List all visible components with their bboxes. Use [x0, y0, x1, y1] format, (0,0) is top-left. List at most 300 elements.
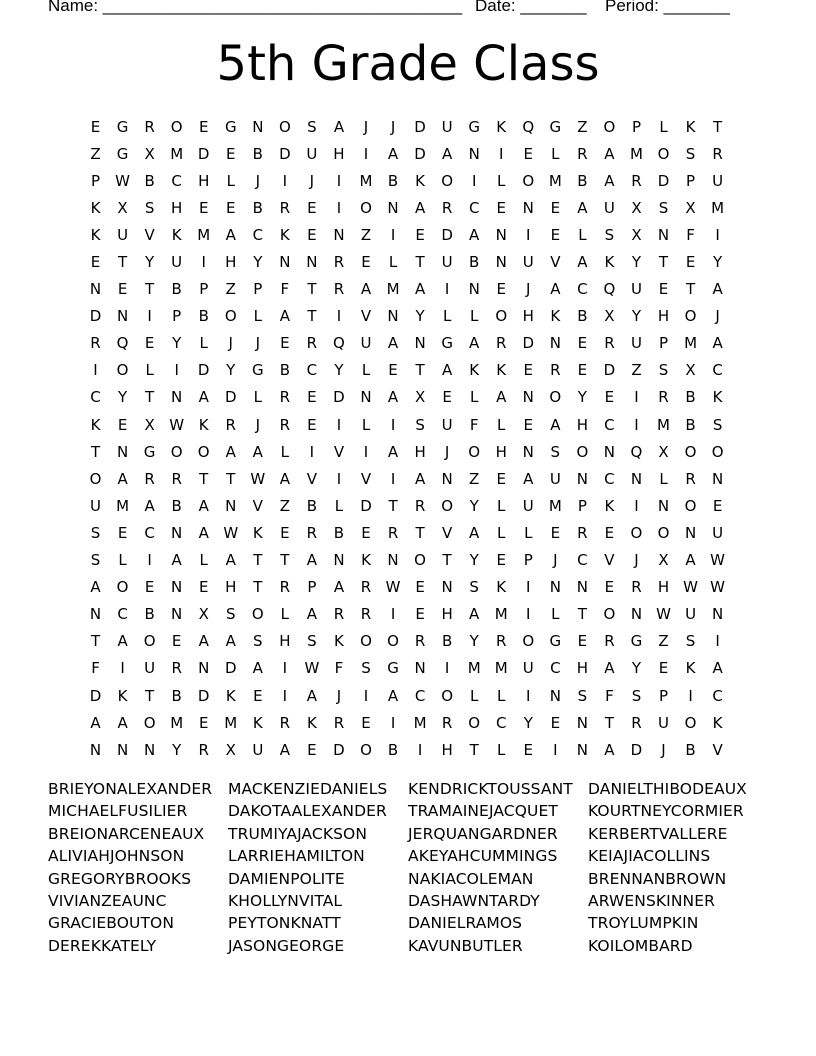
- grid-letter: O: [170, 117, 183, 136]
- grid-letter: R: [333, 280, 345, 299]
- grid-letter: M: [657, 415, 670, 434]
- grid-letter: B: [171, 496, 182, 515]
- grid-letter: R: [279, 713, 291, 732]
- grid-letter: J: [309, 171, 315, 190]
- grid-letter: K: [469, 361, 480, 380]
- grid-letter: U: [522, 496, 534, 515]
- word-list-item: KHOLLYNVITAL: [228, 891, 343, 910]
- grid-row: [82, 384, 731, 411]
- grid-letter: E: [117, 415, 128, 434]
- grid-letter: I: [526, 225, 531, 244]
- grid-letter: I: [390, 415, 396, 434]
- grid-letter: S: [712, 415, 723, 434]
- grid-letter: S: [90, 523, 101, 542]
- grid-letter: B: [252, 198, 263, 217]
- grid-letter: V: [604, 551, 615, 570]
- grid-letter: V: [550, 253, 561, 272]
- period-field-label: Period: _______: [605, 0, 730, 15]
- grid-letter: N: [441, 469, 453, 488]
- grid-letter: A: [387, 334, 399, 353]
- grid-letter: E: [307, 198, 317, 217]
- grid-letter: A: [198, 496, 209, 515]
- grid-letter: E: [307, 225, 317, 244]
- grid-letter: Y: [713, 253, 723, 272]
- grid-letter: C: [577, 551, 588, 570]
- grid-letter: N: [630, 605, 643, 624]
- grid-letter: A: [198, 523, 209, 542]
- grid-letter: A: [90, 713, 101, 732]
- grid-letter: D: [224, 659, 237, 678]
- grid-letter: B: [306, 496, 318, 515]
- grid-letter: M: [386, 280, 400, 299]
- word-search-grid: [82, 113, 731, 763]
- grid-letter: A: [496, 388, 507, 407]
- grid-letter: R: [144, 469, 155, 488]
- grid-letter: Y: [415, 307, 425, 326]
- grid-row: [82, 709, 731, 736]
- grid-letter: L: [659, 469, 668, 488]
- grid-row: [82, 438, 731, 465]
- grid-letter: C: [550, 659, 561, 678]
- grid-letter: E: [550, 523, 561, 542]
- grid-row: [82, 465, 731, 492]
- grid-letter: M: [684, 334, 698, 353]
- grid-letter: K: [171, 225, 182, 244]
- grid-letter: R: [631, 713, 642, 732]
- grid-row: [82, 330, 731, 357]
- grid-letter: D: [279, 144, 291, 163]
- grid-letter: L: [497, 686, 506, 705]
- grid-letter: K: [496, 117, 507, 136]
- grid-letter: H: [441, 605, 453, 624]
- word-list-item: GRACIEBOUTON: [48, 914, 175, 933]
- grid-letter: M: [467, 659, 481, 678]
- grid-letter: O: [576, 442, 589, 461]
- grid-letter: M: [548, 171, 562, 190]
- grid-row: [82, 519, 731, 546]
- grid-letter: N: [684, 523, 697, 542]
- grid-letter: W: [115, 171, 130, 190]
- grid-letter: C: [90, 388, 101, 407]
- grid-letter: U: [630, 280, 642, 299]
- grid-letter: Q: [522, 117, 535, 136]
- grid-row: [82, 248, 731, 275]
- grid-letter: Q: [603, 280, 616, 299]
- grid-letter: U: [441, 253, 453, 272]
- grid-letter: A: [333, 117, 345, 136]
- page-title: 5th Grade Class: [216, 36, 600, 92]
- grid-letter: R: [604, 334, 615, 353]
- grid-letter: J: [255, 171, 261, 190]
- grid-letter: A: [414, 198, 426, 217]
- grid-letter: P: [307, 578, 317, 597]
- grid-letter: U: [685, 605, 697, 624]
- grid-letter: S: [307, 117, 317, 136]
- grid-letter: A: [712, 659, 723, 678]
- word-list-item: TROYLUMPKIN: [588, 914, 699, 933]
- grid-letter: R: [577, 144, 588, 163]
- grid-letter: C: [604, 415, 615, 434]
- grid-letter: C: [712, 361, 723, 380]
- grid-letter: E: [361, 523, 371, 542]
- grid-letter: O: [116, 578, 129, 597]
- grid-letter: E: [90, 253, 101, 272]
- grid-letter: P: [253, 280, 263, 299]
- grid-letter: L: [551, 144, 560, 163]
- grid-letter: U: [441, 117, 453, 136]
- grid-letter: T: [226, 469, 236, 488]
- grid-letter: I: [417, 740, 423, 759]
- grid-letter: W: [169, 415, 185, 434]
- grid-letter: Y: [577, 388, 587, 407]
- grid-letter: A: [252, 659, 263, 678]
- grid-letter: X: [144, 415, 155, 434]
- grid-letter: T: [388, 496, 398, 515]
- grid-letter: X: [604, 307, 615, 326]
- grid-letter: A: [442, 144, 453, 163]
- grid-letter: S: [144, 198, 155, 217]
- grid-letter: L: [199, 551, 208, 570]
- grid-letter: Y: [172, 334, 182, 353]
- grid-letter: R: [550, 361, 561, 380]
- grid-letter: D: [441, 225, 453, 244]
- grid-letter: A: [333, 578, 345, 597]
- grid-letter: M: [494, 605, 508, 624]
- grid-letter: I: [499, 144, 504, 163]
- grid-letter: T: [469, 740, 479, 759]
- grid-letter: L: [199, 334, 208, 353]
- grid-letter: D: [333, 740, 345, 759]
- grid-letter: K: [198, 415, 209, 434]
- grid-letter: A: [117, 713, 128, 732]
- grid-letter: E: [415, 605, 425, 624]
- grid-letter: C: [712, 686, 723, 705]
- grid-row: [82, 411, 731, 438]
- word-list-item: MACKENZIEDANIELS: [228, 780, 388, 798]
- grid-letter: A: [225, 225, 236, 244]
- grid-row: [82, 682, 731, 709]
- grid-letter: U: [630, 334, 642, 353]
- grid-letter: O: [684, 496, 697, 515]
- grid-letter: R: [171, 469, 182, 488]
- grid-letter: G: [251, 361, 264, 380]
- grid-letter: O: [549, 388, 562, 407]
- grid-letter: N: [576, 713, 588, 732]
- grid-letter: N: [441, 578, 453, 597]
- grid-letter: M: [170, 144, 184, 163]
- grid-letter: K: [90, 415, 101, 434]
- grid-letter: E: [523, 361, 534, 380]
- grid-letter: T: [577, 605, 587, 624]
- grid-letter: A: [414, 280, 426, 299]
- grid-letter: O: [684, 442, 697, 461]
- grid-letter: A: [469, 225, 480, 244]
- word-list-item: KAVUNBUTLER: [408, 936, 523, 955]
- grid-letter: R: [496, 632, 507, 651]
- grid-letter: I: [444, 280, 450, 299]
- grid-letter: Y: [469, 551, 479, 570]
- grid-letter: I: [363, 442, 369, 461]
- grid-letter: R: [279, 388, 291, 407]
- grid-letter: S: [225, 605, 236, 624]
- grid-letter: J: [526, 280, 531, 299]
- grid-letter: T: [145, 388, 155, 407]
- grid-letter: N: [576, 740, 588, 759]
- grid-letter: C: [144, 523, 155, 542]
- word-list-item: KERBERTVALLERE: [588, 824, 728, 843]
- grid-letter: K: [604, 253, 615, 272]
- grid-letter: B: [685, 740, 696, 759]
- grid-letter: Y: [145, 253, 155, 272]
- grid-letter: L: [470, 307, 479, 326]
- grid-letter: U: [712, 523, 724, 542]
- grid-letter: I: [390, 605, 396, 624]
- word-list-item: DAMIENPOLITE: [228, 869, 345, 888]
- grid-letter: L: [361, 361, 371, 380]
- word-list-item: TRAMAINEJACQUET: [408, 802, 558, 821]
- grid-letter: O: [89, 469, 102, 488]
- grid-letter: K: [712, 388, 723, 407]
- grid-letter: R: [306, 523, 318, 542]
- grid-letter: P: [577, 496, 587, 515]
- grid-letter: I: [174, 361, 179, 380]
- grid-letter: N: [252, 117, 264, 136]
- grid-letter: E: [198, 198, 209, 217]
- grid-letter: Q: [630, 442, 643, 461]
- grid-letter: X: [685, 361, 696, 380]
- grid-letter: O: [603, 605, 616, 624]
- grid-letter: X: [117, 198, 128, 217]
- grid-letter: O: [116, 361, 129, 380]
- grid-letter: K: [90, 225, 101, 244]
- grid-letter: R: [631, 578, 642, 597]
- grid-letter: K: [685, 117, 696, 136]
- grid-letter: M: [494, 659, 508, 678]
- grid-letter: I: [526, 605, 531, 624]
- grid-letter: I: [688, 686, 693, 705]
- grid-letter: P: [523, 551, 533, 570]
- grid-letter: X: [414, 388, 426, 407]
- grid-letter: E: [90, 117, 101, 136]
- grid-letter: U: [522, 253, 534, 272]
- grid-letter: C: [171, 171, 182, 190]
- grid-letter: L: [118, 551, 127, 570]
- grid-letter: S: [361, 659, 371, 678]
- grid-letter: Y: [253, 253, 263, 272]
- grid-letter: N: [414, 659, 426, 678]
- grid-letter: O: [197, 442, 210, 461]
- grid-letter: E: [523, 144, 534, 163]
- word-list-item: AKEYAHCUMMINGS: [408, 847, 558, 866]
- grid-letter: L: [470, 686, 479, 705]
- grid-letter: N: [116, 740, 129, 759]
- grid-letter: E: [307, 388, 317, 407]
- grid-letter: I: [120, 659, 125, 678]
- grid-letter: A: [306, 605, 318, 624]
- grid-letter: K: [90, 198, 101, 217]
- grid-letter: W: [304, 659, 320, 678]
- grid-letter: K: [252, 713, 263, 732]
- grid-letter: F: [334, 659, 344, 678]
- grid-letter: A: [144, 496, 155, 515]
- grid-row: [82, 167, 731, 194]
- grid-letter: A: [604, 740, 615, 759]
- grid-letter: E: [388, 361, 398, 380]
- grid-letter: I: [390, 469, 396, 488]
- grid-letter: A: [279, 307, 290, 326]
- date-field-label: Date: _______: [475, 0, 587, 15]
- grid-letter: K: [225, 686, 236, 705]
- grid-letter: H: [414, 442, 426, 461]
- grid-letter: L: [497, 171, 506, 190]
- grid-letter: O: [441, 171, 454, 190]
- grid-letter: R: [414, 632, 426, 651]
- grid-letter: H: [225, 578, 237, 597]
- grid-letter: T: [145, 686, 155, 705]
- grid-letter: E: [198, 713, 209, 732]
- grid-letter: A: [577, 253, 588, 272]
- grid-letter: K: [604, 496, 615, 515]
- grid-letter: B: [441, 632, 453, 651]
- grid-letter: U: [360, 334, 372, 353]
- grid-letter: A: [442, 361, 453, 380]
- grid-letter: N: [387, 198, 399, 217]
- grid-letter: D: [414, 117, 426, 136]
- grid-letter: D: [333, 388, 345, 407]
- grid-letter: N: [603, 442, 616, 461]
- grid-letter: E: [496, 280, 506, 299]
- grid-letter: E: [496, 198, 506, 217]
- grid-letter: O: [251, 605, 264, 624]
- grid-letter: R: [387, 523, 399, 542]
- grid-letter: J: [363, 117, 369, 136]
- grid-row: [82, 113, 731, 140]
- grid-letter: A: [387, 686, 399, 705]
- grid-letter: A: [604, 144, 615, 163]
- grid-letter: G: [116, 117, 129, 136]
- grid-letter: K: [496, 361, 507, 380]
- grid-letter: K: [252, 523, 263, 542]
- grid-letter: Y: [226, 361, 236, 380]
- grid-letter: X: [225, 740, 236, 759]
- grid-letter: R: [279, 415, 291, 434]
- grid-letter: J: [336, 686, 342, 705]
- grid-letter: L: [524, 523, 533, 542]
- grid-letter: A: [712, 280, 723, 299]
- grid-letter: I: [634, 496, 639, 515]
- grid-letter: V: [360, 469, 372, 488]
- grid-letter: A: [712, 334, 723, 353]
- grid-letter: U: [522, 659, 534, 678]
- grid-letter: N: [171, 388, 183, 407]
- grid-letter: U: [658, 713, 669, 732]
- grid-letter: E: [226, 198, 236, 217]
- grid-letter: W: [710, 551, 726, 570]
- grid-letter: L: [442, 307, 452, 326]
- grid-letter: B: [685, 415, 696, 434]
- grid-letter: Y: [631, 253, 642, 272]
- grid-row: [82, 601, 731, 628]
- grid-letter: S: [604, 225, 615, 244]
- grid-letter: N: [657, 225, 670, 244]
- grid-letter: U: [252, 740, 264, 759]
- grid-letter: H: [657, 578, 670, 597]
- grid-letter: M: [629, 144, 643, 163]
- grid-letter: I: [336, 469, 342, 488]
- grid-letter: N: [360, 388, 372, 407]
- grid-letter: Y: [469, 496, 479, 515]
- grid-letter: O: [711, 442, 724, 461]
- grid-letter: L: [470, 388, 479, 407]
- grid-letter: E: [577, 361, 588, 380]
- grid-letter: U: [441, 415, 453, 434]
- grid-letter: Y: [523, 713, 533, 732]
- grid-letter: E: [144, 334, 155, 353]
- grid-letter: Z: [658, 632, 669, 651]
- grid-letter: I: [147, 551, 152, 570]
- grid-letter: B: [469, 253, 480, 272]
- grid-letter: O: [441, 686, 454, 705]
- grid-letter: B: [198, 307, 209, 326]
- grid-letter: M: [170, 713, 184, 732]
- word-list-item: VIVIANZEAUNC: [48, 891, 167, 910]
- grid-letter: L: [551, 605, 560, 624]
- word-list-item: KENDRICKTOUSSANT: [408, 780, 573, 798]
- grid-letter: H: [522, 307, 534, 326]
- grid-row: [82, 276, 731, 303]
- grid-letter: A: [198, 388, 209, 407]
- grid-letter: B: [171, 280, 182, 299]
- grid-letter: K: [496, 578, 507, 597]
- grid-letter: N: [198, 659, 210, 678]
- grid-letter: B: [685, 388, 696, 407]
- grid-letter: L: [280, 605, 290, 624]
- grid-letter: X: [198, 605, 209, 624]
- grid-letter: L: [497, 523, 506, 542]
- grid-letter: R: [198, 740, 209, 759]
- grid-letter: A: [550, 280, 561, 299]
- word-list-item: ALIVIAHJOHNSON: [48, 847, 185, 866]
- grid-letter: E: [280, 334, 290, 353]
- grid-letter: L: [497, 740, 506, 759]
- grid-letter: K: [685, 659, 696, 678]
- grid-letter: I: [444, 659, 450, 678]
- grid-letter: A: [360, 280, 372, 299]
- grid-letter: R: [496, 334, 507, 353]
- grid-letter: D: [89, 686, 102, 705]
- grid-letter: A: [469, 605, 480, 624]
- grid-letter: O: [630, 523, 643, 542]
- grid-letter: M: [359, 171, 373, 190]
- grid-letter: E: [253, 686, 263, 705]
- grid-letter: D: [197, 144, 210, 163]
- grid-letter: A: [198, 632, 209, 651]
- grid-letter: R: [171, 659, 182, 678]
- grid-letter: O: [143, 713, 156, 732]
- word-list-item: ARWENSKINNER: [588, 891, 715, 910]
- grid-letter: A: [387, 144, 399, 163]
- grid-letter: R: [712, 144, 723, 163]
- grid-letter: O: [522, 632, 535, 651]
- grid-row: [82, 547, 731, 574]
- grid-letter: R: [414, 496, 426, 515]
- grid-letter: T: [280, 551, 290, 570]
- grid-letter: A: [387, 442, 399, 461]
- grid-letter: J: [228, 334, 233, 353]
- grid-letter: N: [549, 334, 561, 353]
- grid-letter: I: [634, 388, 639, 407]
- grid-letter: N: [144, 740, 156, 759]
